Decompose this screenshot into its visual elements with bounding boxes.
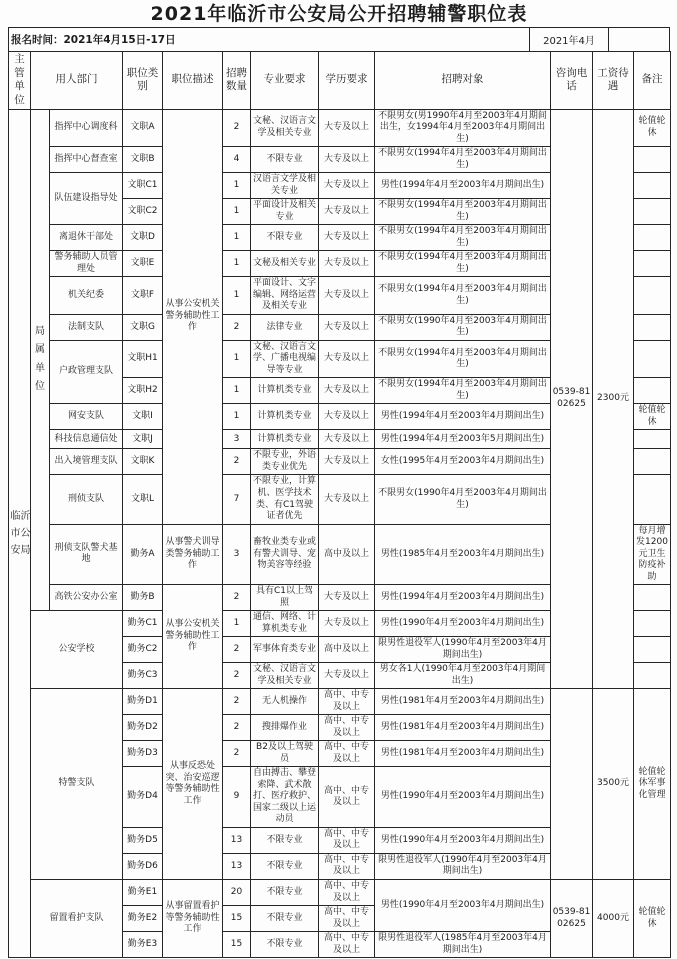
table-cell: 高中、中专及以上: [319, 689, 375, 715]
table-cell: 1: [223, 277, 251, 315]
table-cell: B2及以上驾驶员: [251, 741, 319, 767]
table-cell: 2: [223, 715, 251, 741]
table-cell: 户政管理支队: [50, 340, 123, 404]
table-cell: 科技信息通信处: [50, 430, 123, 449]
table-cell: 9: [223, 767, 251, 828]
table-cell: 13: [223, 853, 251, 879]
table-cell: 勤务B: [123, 585, 163, 611]
table-cell: 网安支队: [50, 404, 123, 430]
table-cell: 限男性退役军人(1990年4月至2003年4月期间出生): [375, 637, 551, 663]
table-cell: 从事反恐处突、治安巡逻等警务辅助性工作: [163, 689, 223, 880]
table-cell: 文职H2: [123, 378, 163, 404]
header-row: [9, 52, 671, 110]
table-cell: 1: [223, 611, 251, 637]
table-cell: 高中及以上: [319, 524, 375, 585]
table-cell: 勤务D2: [123, 715, 163, 741]
table-cell: 畜牧业类专业或有警犬训导、宠物美容等经验: [251, 524, 319, 585]
table-cell: 法律专业: [251, 314, 319, 340]
table-cell: 文职H1: [123, 340, 163, 378]
table-cell: 文秘及相关专业: [251, 251, 319, 277]
table-row: [9, 879, 671, 905]
table-cell: 文职D: [123, 225, 163, 251]
table-cell: 大专及以上: [319, 225, 375, 251]
table-cell: 通信、网络、计算机类专业: [251, 611, 319, 637]
table-cell: 7: [223, 475, 251, 524]
table-cell: 男性(1981年4月至2003年4月期间出生): [375, 741, 551, 767]
table-cell: 13: [223, 827, 251, 853]
table-cell: 指挥中心调度科: [50, 109, 123, 147]
table-cell: 2: [223, 449, 251, 475]
table-cell: [634, 475, 671, 524]
table-cell: 平面设计、文字编辑、网络运营及相关专业: [251, 277, 319, 315]
table-cell: 2: [223, 663, 251, 689]
table-cell: 大专及以上: [319, 585, 375, 611]
table-cell: 2300元: [593, 109, 634, 689]
table-cell: 勤务C3: [123, 663, 163, 689]
table-cell: 文职L: [123, 475, 163, 524]
table-cell: 大专及以上: [319, 449, 375, 475]
table-cell: 男性(1981年4月至2003年4月期间出生): [375, 715, 551, 741]
table-cell: 计算机类专业: [251, 430, 319, 449]
table-cell: 文职A: [123, 109, 163, 147]
table-cell: 2: [223, 314, 251, 340]
table-cell: 男性(1994年4月至2003年4月期间出生): [375, 404, 551, 430]
table-cell: 不限专业: [251, 906, 319, 932]
table-cell: 军事体育类专业: [251, 637, 319, 663]
table-cell: [634, 147, 671, 173]
table-cell: 出入境管理支队: [50, 449, 123, 475]
table-cell: 不限专业: [251, 225, 319, 251]
table-cell: 勤务D4: [123, 767, 163, 828]
table-cell: [634, 663, 671, 689]
publish-month: 2021年4月: [529, 28, 608, 51]
table-cell: 15: [223, 906, 251, 932]
table-cell: 轮值轮休: [634, 404, 671, 430]
table-cell: 不限男女(1994年4月至2003年4月期间出生): [375, 225, 551, 251]
table-cell: 大专及以上: [319, 199, 375, 225]
table-cell: 勤务D5: [123, 827, 163, 853]
table-cell: 文职I: [123, 404, 163, 430]
table-cell: 文职F: [123, 277, 163, 315]
column-header: 主管单位: [9, 52, 31, 110]
table-cell: 文秘、汉语言文学、广播电视编导等专业: [251, 340, 319, 378]
table-cell: 不限男女(男1990年4月至2003年4月期间出生，女1994年4月至2003年4月期间出生): [375, 109, 551, 147]
table-cell: [634, 449, 671, 475]
table-cell: 大专及以上: [319, 340, 375, 378]
table-cell: 刑侦支队: [50, 475, 123, 524]
table-cell: 高铁公安办公室: [50, 585, 123, 611]
table-cell: 2: [223, 741, 251, 767]
table-cell: 高中、中专及以上: [319, 932, 375, 958]
table-cell: [634, 611, 671, 637]
column-header: 招聘数量: [223, 52, 251, 110]
table-cell: 留置看护支队: [31, 879, 123, 957]
table-cell: 大专及以上: [319, 475, 375, 524]
table-cell: 4000元: [593, 879, 634, 957]
table-cell: 不限男女(1994年4月至2003年4月期间出生): [375, 147, 551, 173]
table-cell: 2: [223, 585, 251, 611]
table-cell: 高中及以上: [319, 637, 375, 663]
table-cell: 文职B: [123, 147, 163, 173]
table-cell: 轮值轮休军事化管理: [634, 689, 671, 880]
table-cell: 男性(1981年4月至2003年4月期间出生): [375, 689, 551, 715]
table-cell: 高中、中专及以上: [319, 741, 375, 767]
table-cell: 从事警犬训导类警务辅助工作: [163, 524, 223, 585]
column-header: 工资待遇: [593, 52, 634, 110]
table-cell: 限男性退役军人(1985年4月至2003年4月期间出生): [375, 932, 551, 958]
table-cell: 大专及以上: [319, 314, 375, 340]
table-cell: 男女各1人(1990年4月至2003年4月期间出生): [375, 663, 551, 689]
table-cell: 男性(1990年4月至2003年4月期间出生): [375, 879, 551, 931]
table-cell: 队伍建设指导处: [50, 173, 123, 225]
table-cell: [634, 277, 671, 315]
table-cell: 不限专业，计算机、医学技术类、有C1驾驶证者优先: [251, 475, 319, 524]
table-cell: 文职C1: [123, 173, 163, 199]
table-cell: 指挥中心督查室: [50, 147, 123, 173]
column-header: 职位类别: [123, 52, 163, 110]
table-cell: 大专及以上: [319, 173, 375, 199]
table-cell: 高中、中专及以上: [319, 906, 375, 932]
table-cell: [634, 225, 671, 251]
table-cell: 1: [223, 199, 251, 225]
table-cell: 3500元: [593, 689, 634, 880]
table-cell: [634, 430, 671, 449]
table-cell: 15: [223, 932, 251, 958]
table-cell: 平面设计及相关专业: [251, 199, 319, 225]
table-cell: 大专及以上: [319, 277, 375, 315]
table-cell: 大专及以上: [319, 147, 375, 173]
table-cell: 男性(1994年4月至2003年5月期间出生): [375, 430, 551, 449]
table-cell: 0539-8102625: [551, 879, 593, 957]
page-title: 2021年临沂市公安局公开招聘辅警职位表: [150, 3, 528, 25]
table-row: [9, 109, 671, 147]
table-cell: 大专及以上: [319, 430, 375, 449]
table-cell: 文秘、汉语言文学及相关专业: [251, 109, 319, 147]
table-cell: 1: [223, 251, 251, 277]
meta-empty-cell: [608, 28, 669, 51]
column-header: 职位描述: [163, 52, 223, 110]
table-cell: 勤务C2: [123, 637, 163, 663]
table-cell: 勤务E2: [123, 906, 163, 932]
application-period: 报名时间：2021年4月15日-17日: [11, 34, 176, 46]
table-cell: 不限专业: [251, 932, 319, 958]
table-cell: 搜排爆作业: [251, 715, 319, 741]
column-header: 招聘对象: [375, 52, 551, 110]
table-cell: 机关纪委: [50, 277, 123, 315]
table-cell: 男性(1990年4月至2003年4月期间出生): [375, 611, 551, 637]
table-cell: 不限男女(1994年4月至2003年4月期间出生): [375, 378, 551, 404]
column-header: 用人部门: [31, 52, 123, 110]
table-cell: 不限男女(1990年4月至2003年4月期间出生): [375, 314, 551, 340]
table-cell: 大专及以上: [319, 251, 375, 277]
table-cell: 男性(1994年4月至2003年4月期间出生): [375, 173, 551, 199]
table-cell: 1: [223, 173, 251, 199]
table-row: [9, 689, 671, 715]
table-cell: 从事公安机关警务辅助性工作: [163, 109, 223, 524]
bureau-subunits-cell: [31, 109, 50, 611]
table-cell: 文职K: [123, 449, 163, 475]
table-cell: 不限男女(1994年4月至2003年4月期间出生): [375, 277, 551, 315]
table-cell: 20: [223, 879, 251, 905]
table-cell: [634, 585, 671, 611]
table-cell: 无人机操作: [251, 689, 319, 715]
table-cell: 2: [223, 689, 251, 715]
table-cell: 公安学校: [31, 611, 123, 689]
table-cell: 不限专业: [251, 147, 319, 173]
table-cell: 不限男女(1994年4月至2003年4月期间出生): [375, 199, 551, 225]
table-cell: 1: [223, 404, 251, 430]
table-cell: 从事留置看护等警务辅助性工作: [163, 879, 223, 957]
table-cell: 每月增发1200元卫生防疫补助: [634, 524, 671, 585]
column-header: 咨询电话: [551, 52, 593, 110]
table-cell: 限男性退役军人(1990年4月至2003年4月期间出生): [375, 853, 551, 879]
table-header: [9, 52, 671, 110]
supervisor-unit-cell: [9, 109, 31, 958]
table-cell: 文秘、汉语言文学及相关专业: [251, 663, 319, 689]
table-cell: 不限专业: [251, 827, 319, 853]
table-cell: 警务辅助人员管理处: [50, 251, 123, 277]
table-cell: 勤务A: [123, 524, 163, 585]
positions-table: [8, 51, 671, 958]
supervisor-unit-vertical-label: 临沂市公安局: [10, 510, 31, 556]
table-cell: 1: [223, 378, 251, 404]
table-cell: 大专及以上: [319, 109, 375, 147]
table-cell: 勤务D1: [123, 689, 163, 715]
table-cell: 不限专业: [251, 853, 319, 879]
meta-strip: [8, 27, 670, 51]
table-cell: 从事公安机关警务辅助性工作: [163, 585, 223, 689]
table-cell: [634, 637, 671, 663]
table-cell: 文职J: [123, 430, 163, 449]
table-cell: 男性(1990年4月至2003年4月期间出生): [375, 827, 551, 853]
table-cell: [551, 689, 593, 880]
table-cell: 自由搏击、攀登索降、武术散打、医疗救护、国家二级以上运动员: [251, 767, 319, 828]
table-cell: 轮值轮休: [634, 109, 671, 147]
table-cell: 1: [223, 225, 251, 251]
table-cell: 文职G: [123, 314, 163, 340]
table-body: [9, 109, 671, 958]
table-cell: [634, 314, 671, 340]
table-cell: 2: [223, 637, 251, 663]
table-cell: 不限男女(1994年4月至2003年4月期间出生): [375, 251, 551, 277]
table-cell: 高中、中专及以上: [319, 879, 375, 905]
table-cell: 1: [223, 340, 251, 378]
table-cell: 女性(1995年4月至2003年4月期间出生): [375, 449, 551, 475]
column-header: 专业要求: [251, 52, 319, 110]
table-cell: 具有C1以上驾照: [251, 585, 319, 611]
table-cell: 不限专业: [251, 879, 319, 905]
table-cell: 勤务E1: [123, 879, 163, 905]
table-cell: 勤务D6: [123, 853, 163, 879]
table-cell: 不限专业，外语类专业优先: [251, 449, 319, 475]
table-cell: 高中、中专及以上: [319, 715, 375, 741]
table-cell: 男性(1994年4月至2003年4月期间出生): [375, 585, 551, 611]
table-cell: 高中、中专及以上: [319, 827, 375, 853]
table-cell: 勤务C1: [123, 611, 163, 637]
table-cell: 计算机类专业: [251, 378, 319, 404]
table-cell: [634, 251, 671, 277]
table-cell: 大专及以上: [319, 663, 375, 689]
table-cell: 2: [223, 109, 251, 147]
table-cell: 高中、中专及以上: [319, 767, 375, 828]
table-cell: 特警支队: [31, 689, 123, 880]
column-header: 学历要求: [319, 52, 375, 110]
table-cell: 大专及以上: [319, 404, 375, 430]
table-cell: 男性(1990年4月至2003年4月期间出生): [375, 767, 551, 828]
table-cell: 4: [223, 147, 251, 173]
table-cell: 男性(1985年4月至2003年4月期间出生): [375, 524, 551, 585]
table-cell: [634, 378, 671, 404]
table-cell: 不限男女(1994年4月至2003年4月期间出生): [375, 340, 551, 378]
table-cell: 大专及以上: [319, 378, 375, 404]
table-cell: [634, 199, 671, 225]
table-cell: 汉语言文学及相关专业: [251, 173, 319, 199]
table-cell: 不限男女(1990年4月至2003年4月期间出生): [375, 475, 551, 524]
table-cell: 勤务E3: [123, 932, 163, 958]
column-header: 备注: [634, 52, 671, 110]
table-cell: 0539-8102625: [551, 109, 593, 689]
table-cell: 3: [223, 524, 251, 585]
table-cell: 文职E: [123, 251, 163, 277]
table-cell: 轮值轮休: [634, 879, 671, 957]
table-cell: 离退休干部处: [50, 225, 123, 251]
table-cell: 刑侦支队警犬基地: [50, 524, 123, 585]
table-cell: 勤务D3: [123, 741, 163, 767]
table-cell: [634, 173, 671, 199]
table-cell: 3: [223, 430, 251, 449]
table-cell: 大专及以上: [319, 611, 375, 637]
table-cell: [634, 340, 671, 378]
table-cell: 文职C2: [123, 199, 163, 225]
table-cell: 法制支队: [50, 314, 123, 340]
table-cell: 计算机类专业: [251, 404, 319, 430]
bureau-subunits-vertical-label: 局属单位: [35, 325, 45, 393]
table-cell: 高中、中专及以上: [319, 853, 375, 879]
